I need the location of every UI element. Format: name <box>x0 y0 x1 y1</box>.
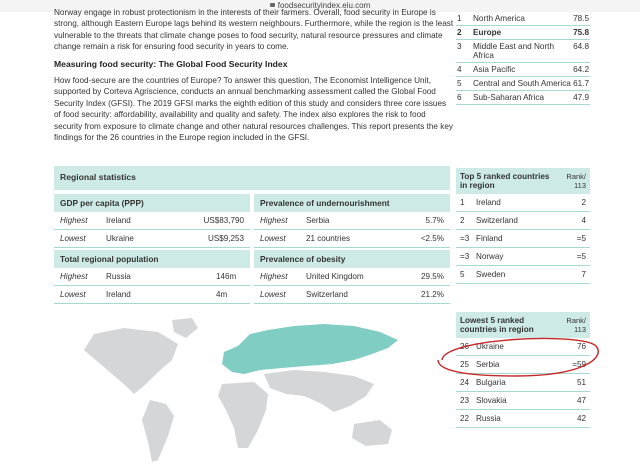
bottom5-row: 25 Serbia =59 <box>456 356 590 374</box>
bottom5-row: 24 Bulgaria 51 <box>456 374 590 392</box>
region-row: 2 Europe 75.8 <box>456 26 590 40</box>
bottom5-header: Lowest 5 ranked countries in region Rank/ 113 <box>456 312 590 338</box>
gdp-heading: GDP per capita (PPP) <box>54 194 250 212</box>
bottom5-row: 23 Slovakia 47 <box>456 392 590 410</box>
regional-statistics-box <box>54 166 450 304</box>
region-row: 4 Asia Pacific 64.2 <box>456 63 590 77</box>
africa-shape <box>218 382 268 448</box>
intro-text <box>54 8 454 149</box>
europe-russia-highlight <box>222 324 398 374</box>
undernourishment-heading: Prevalence of undernourishment <box>254 194 450 212</box>
bottom5-row: 26 Ukraine 76 <box>456 338 590 356</box>
region-row: 5 Central and South America 61.7 <box>456 77 590 91</box>
stats-right-column <box>254 194 450 304</box>
population-lowest-row: Lowest Ireland 4m <box>54 286 250 304</box>
australia-shape <box>352 420 392 446</box>
obesity-heading: Prevalence of obesity <box>254 250 450 268</box>
region-row: 6 Sub-Saharan Africa 47.9 <box>456 91 590 105</box>
top5-row: 1 Ireland 2 <box>456 194 590 212</box>
report-page <box>0 8 640 467</box>
region-row: 3 Middle East and North Africa 64.8 <box>456 40 590 63</box>
top5-row: =3 Norway =5 <box>456 248 590 266</box>
region-ranking <box>456 12 590 105</box>
section-heading: Measuring food security: The Global Food Security Index <box>54 58 288 69</box>
gdp-lowest-row: Lowest Ukraine US$9,253 <box>54 230 250 248</box>
top5-header: Top 5 ranked countries in region Rank/ 113 <box>456 168 590 194</box>
top5-row: 2 Switzerland 4 <box>456 212 590 230</box>
url-text: foodsecurityindex.eiu.com <box>277 1 371 10</box>
greenland-shape <box>172 318 198 338</box>
top5-box <box>456 168 590 284</box>
population-heading: Total regional population <box>54 250 250 268</box>
population-highest-row: Highest Russia 146m <box>54 268 250 286</box>
hand-drawn-circle-annotation <box>432 326 604 382</box>
obesity-highest-row: Highest United Kingdom 29.5% <box>254 268 450 286</box>
intro-paragraph-2: How food-secure are the countries of Europe? To answer this question, The Economist Intelligence Unit, supported by Corteva Agriscience, conducts an annual benchmarking assessment called the Global Food Security Index (GFSI). The 2019 GFSI marks the eighth edition of this study and considers three core issues of food security: affordability, availability and quality and safety. The index also explores the risk to food security from exposure to climate change and other natural resources challenges. This report presents the key findings for the 26 countries in the Europe region included in the GFSI. <box>54 76 453 143</box>
bottom5-row: 22 Russia 42 <box>456 410 590 428</box>
undernourishment-highest-row: Highest Serbia 5.7% <box>254 212 450 230</box>
intro-paragraph-1: Norway engage in robust protectionism in the interests of their farmers. Overall, food security in Europe is strong, although Eastern Europe lags behind its western neighbours. Furthermore, while the region is the least vulnerable to the threats that climate change poses to food security, natural resource pressures and climate change remain a risk for ensuring food security in years to come. <box>54 8 454 52</box>
gdp-highest-row: Highest Ireland US$83,790 <box>54 212 250 230</box>
regional-statistics-title: Regional statistics <box>54 166 450 190</box>
stats-left-column <box>54 194 250 304</box>
undernourishment-lowest-row: Lowest 21 countries <2.5% <box>254 230 450 248</box>
north-america-shape <box>84 328 178 394</box>
top5-row: 5 Sweden 7 <box>456 266 590 284</box>
middle-east-asia-shape <box>264 370 374 412</box>
south-america-shape <box>142 400 174 462</box>
obesity-lowest-row: Lowest Switzerland 21.2% <box>254 286 450 304</box>
region-row: 1 North America 78.5 <box>456 12 590 26</box>
world-map <box>54 312 450 472</box>
top5-row: =3 Finland =5 <box>456 230 590 248</box>
